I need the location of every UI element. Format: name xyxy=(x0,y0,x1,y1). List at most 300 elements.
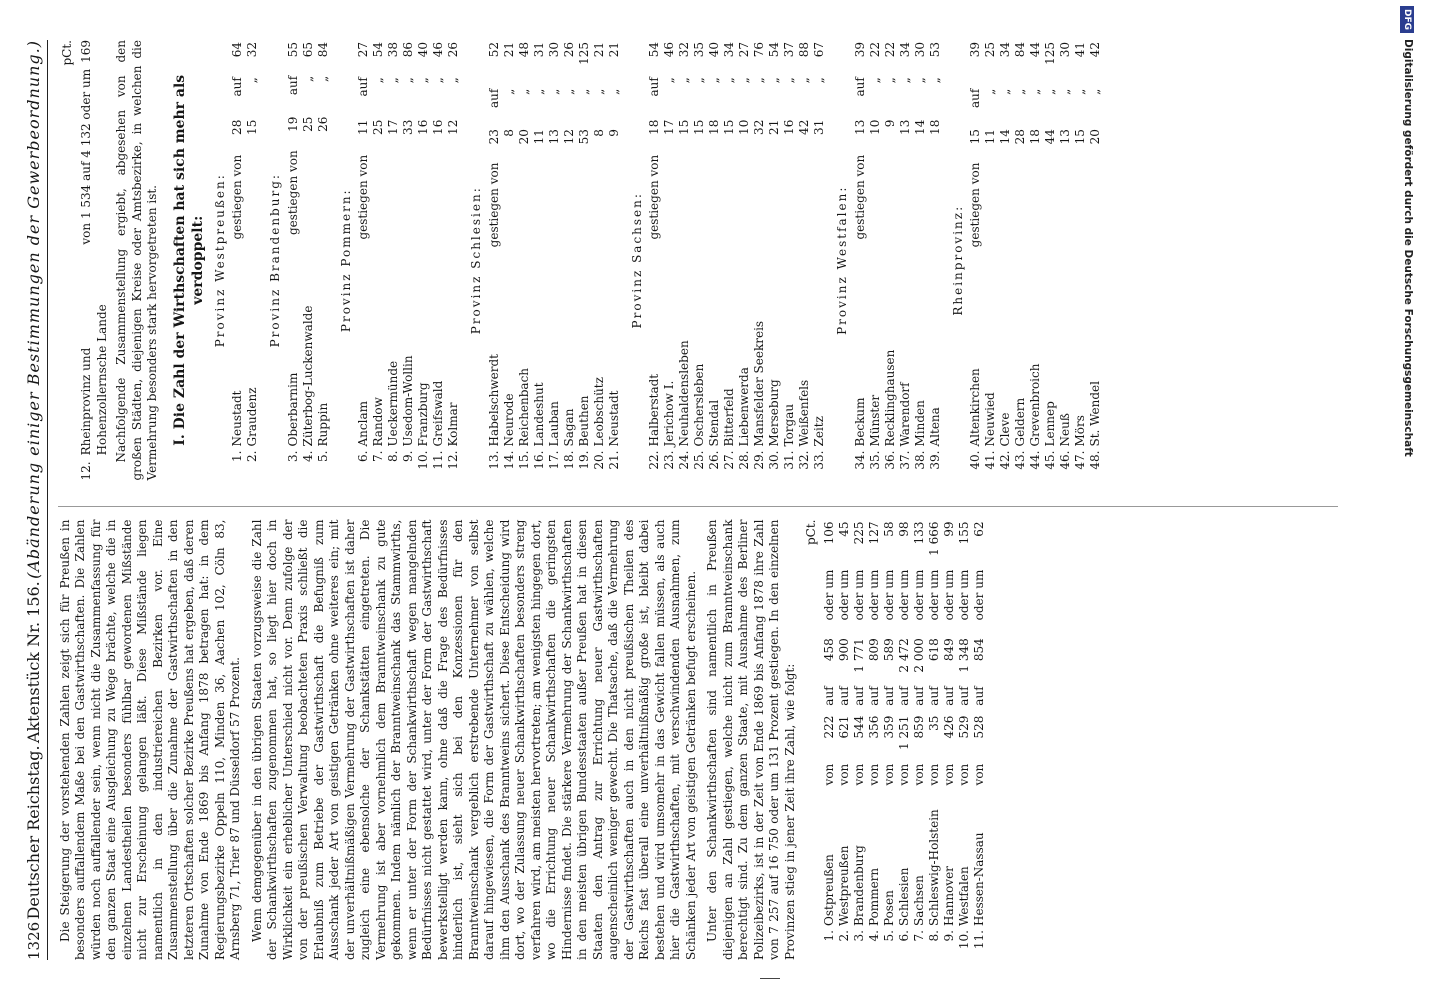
from-value: 359 xyxy=(881,715,896,739)
to-value: 41 xyxy=(1073,42,1087,58)
from-value: 13 xyxy=(1058,129,1072,145)
to-value: 26 xyxy=(561,42,576,58)
from-value: 20 xyxy=(1088,129,1102,145)
district-name: Neuß xyxy=(1058,413,1072,447)
province-heading: Provinz Pommern: xyxy=(338,188,353,333)
table-row xyxy=(562,40,577,481)
from-value: 16 xyxy=(782,119,796,135)
to-label: „ xyxy=(692,77,706,84)
from-value: 20 xyxy=(516,129,531,145)
paragraph-1: Die Steigerung der vorstehenden Zahlen zeigt sich für Preußen in besonders auffallendem Maße bei den Gastwirthschaften. Die Zahlen würden noch auffallender sein, wenn nicht die Zusammenfassung für den ganzen Staat eine Ausgleichung zu Wege brächte, welche die in einzelnen Landestheilen besonders fühlbar gewordenen Mißstände nicht zur Erscheinung gelangen läßt. Diese Mißstände liegen namentlich in den industriereichen Bezirken vor. Eine Zusammenstellung über die Zunahme der Gastwirthschaften in den letzteren Ortschaften solcher Bezirke Preußens hat ergeben, daß deren Zunahme von Ende 1869 bis Anfang 1878 betragen hat: in dem Regierungsbezirke Oppeln 110, Minden 36, Aachen 102, Cöln 83, Arnsberg 71, Trier 87 und Düsseldorf 57 Prozent. xyxy=(57,519,242,960)
from-value: 31 xyxy=(812,119,826,135)
row-number: 24. xyxy=(677,450,691,470)
row-number: 1. xyxy=(821,930,836,942)
to-label: „ xyxy=(722,77,736,84)
to-label: „ xyxy=(897,77,912,84)
row-number: 45. xyxy=(1043,450,1057,470)
from-value: 8 xyxy=(501,129,516,137)
province-name: Brandenburg xyxy=(851,845,866,926)
increase-label: oder um xyxy=(881,569,896,621)
table-row xyxy=(692,40,707,481)
to-value: 55 xyxy=(285,42,300,58)
publication-title: Deutscher Reichstag. xyxy=(24,745,43,920)
digitization-text: Digitalisierung gefördert durch die Deutsche Forschungsgemeinschaft xyxy=(1402,39,1414,457)
to-label: „ xyxy=(867,77,882,84)
from-value: 15 xyxy=(245,119,259,135)
increase-label: oder um xyxy=(971,569,986,621)
table-row xyxy=(752,40,767,481)
from-value: 26 xyxy=(315,116,330,132)
rise-label xyxy=(532,161,547,315)
rise-label xyxy=(401,153,416,315)
from-value: 9 xyxy=(606,129,621,137)
from-label: von xyxy=(866,763,881,786)
rise-label xyxy=(998,161,1013,315)
rise-label xyxy=(316,148,331,303)
rise-label xyxy=(737,153,752,315)
increase-label: oder um xyxy=(866,569,881,621)
district-name: Leobschütz xyxy=(591,377,606,447)
province-name: Westfalen xyxy=(956,866,971,926)
row-number: 21. xyxy=(606,450,621,470)
row-number: 31. xyxy=(782,450,796,470)
district-table xyxy=(647,40,827,481)
increase-percent: 133 xyxy=(911,521,926,545)
increase-label: oder um xyxy=(821,569,836,621)
to-label: auf xyxy=(896,686,911,706)
from-value: 544 xyxy=(851,715,866,739)
row-number: 16. xyxy=(531,450,546,470)
to-label: auf xyxy=(486,88,501,108)
to-value: 67 xyxy=(812,42,826,58)
to-label: „ xyxy=(516,88,531,95)
from-value: 18 xyxy=(927,119,942,135)
to-label: „ xyxy=(737,77,751,84)
province-name: Hannover xyxy=(941,866,956,926)
to-value: 854 xyxy=(971,638,986,662)
rise-label: gestiegen von xyxy=(285,150,300,236)
to-label: „ xyxy=(912,77,927,84)
from-value: 17 xyxy=(386,119,400,135)
row-number: 14. xyxy=(501,450,516,470)
row-number: 8. xyxy=(926,930,941,942)
rise-label xyxy=(913,153,928,315)
table-row xyxy=(983,40,998,481)
to-label: auf xyxy=(821,686,836,706)
from-value: 25 xyxy=(371,119,385,135)
row-number: 25. xyxy=(692,450,706,470)
row-number: 23. xyxy=(662,450,676,470)
table-row xyxy=(812,40,827,481)
district-name: Bitterfeld xyxy=(722,388,736,447)
to-value: 30 xyxy=(546,42,561,58)
district-name: Halberstadt xyxy=(647,373,661,447)
rise-label xyxy=(812,153,827,315)
table-row xyxy=(416,40,431,481)
district-name: Altena xyxy=(927,407,942,447)
from-value: 16 xyxy=(416,119,430,135)
district-table xyxy=(356,40,461,481)
to-label: auf xyxy=(851,686,866,706)
from-value: 44 xyxy=(1043,129,1057,145)
table-row xyxy=(371,40,386,481)
province-heading: Rheinprovinz: xyxy=(950,204,965,316)
from-value: 11 xyxy=(356,119,370,135)
table-row xyxy=(913,40,928,481)
table-row xyxy=(912,520,927,961)
row-number: 2. xyxy=(245,450,259,462)
district-table xyxy=(487,40,622,481)
to-value: 39 xyxy=(968,42,982,58)
to-label: „ xyxy=(662,77,676,84)
rise-label xyxy=(883,153,898,315)
row-number: 48. xyxy=(1088,450,1102,470)
province-heading: Provinz Westfalen: xyxy=(835,185,849,335)
rise-label xyxy=(446,153,461,315)
to-value: 900 xyxy=(836,638,851,662)
unit-label-right: pCt. xyxy=(59,40,74,66)
to-label: „ xyxy=(707,77,721,84)
district-name: Geldern xyxy=(1013,397,1027,447)
table-row xyxy=(356,40,371,481)
to-label: „ xyxy=(606,88,621,95)
table-row xyxy=(286,40,301,481)
from-label: von xyxy=(836,763,851,786)
to-value: 44 xyxy=(1028,42,1042,58)
rise-label: gestiegen von xyxy=(852,154,867,240)
line-percent: 169 xyxy=(79,40,93,63)
to-label: „ xyxy=(767,77,781,84)
to-label: „ xyxy=(401,77,415,84)
table-row xyxy=(837,520,852,961)
from-value: 9 xyxy=(882,119,897,128)
table-row xyxy=(301,40,316,481)
table-row xyxy=(737,40,752,481)
to-label: auf xyxy=(852,77,867,97)
to-value: 849 xyxy=(941,638,956,662)
province-table xyxy=(822,520,987,961)
to-value: 618 xyxy=(926,638,941,662)
table-row xyxy=(882,520,897,961)
to-value: 1 348 xyxy=(956,638,971,673)
from-label: von xyxy=(971,763,986,786)
row-number: 15. xyxy=(516,450,531,470)
row-number: 4. xyxy=(866,930,881,942)
table-row xyxy=(431,40,446,481)
table-row xyxy=(797,40,812,481)
district-name: Ruppin xyxy=(315,402,330,447)
from-value: 13 xyxy=(897,119,912,135)
to-value: 40 xyxy=(416,42,430,58)
district-name: Oberbarnim xyxy=(285,372,300,447)
table-row xyxy=(532,40,547,481)
district-table xyxy=(230,40,260,481)
table-row xyxy=(487,40,502,481)
from-label: von xyxy=(851,763,866,786)
district-name: Anclam xyxy=(356,401,370,447)
to-value: 2 472 xyxy=(896,638,911,673)
row-number: 22. xyxy=(647,450,661,470)
to-value: 30 xyxy=(1058,42,1072,58)
to-label: auf xyxy=(230,77,244,97)
to-label: „ xyxy=(386,77,400,84)
rise-label xyxy=(502,161,517,315)
row-number: 43. xyxy=(1013,450,1027,470)
from-value: 15 xyxy=(692,119,706,135)
rise-label xyxy=(782,153,797,315)
table-row xyxy=(867,520,882,961)
district-name: Landeshut xyxy=(531,382,546,447)
rise-label xyxy=(692,153,707,315)
district-name: Lennep xyxy=(1043,401,1057,447)
to-value: 21 xyxy=(501,42,516,58)
district-name: Grevenbroich xyxy=(1028,363,1042,447)
district-name: Weißenfels xyxy=(797,379,811,447)
table-row xyxy=(998,40,1013,481)
to-label: „ xyxy=(782,77,796,84)
increase-label: oder um xyxy=(836,569,851,621)
to-value: 86 xyxy=(401,42,415,58)
row-number: 11. xyxy=(431,450,445,470)
increase-label: oder um xyxy=(956,569,971,621)
to-value: 42 xyxy=(1088,42,1102,58)
to-label: „ xyxy=(591,88,606,95)
page-number: 1326 xyxy=(25,921,43,960)
from-value: 19 xyxy=(285,116,300,132)
rise-label: gestiegen von xyxy=(230,154,244,240)
table-row xyxy=(942,520,957,961)
table-row xyxy=(662,40,677,481)
table-row xyxy=(577,40,592,481)
from-label: von xyxy=(926,763,941,786)
to-label: auf xyxy=(285,75,300,96)
from-value: 10 xyxy=(737,119,751,135)
to-value: 25 xyxy=(983,42,997,58)
district-name: Warendorf xyxy=(897,382,912,447)
from-value: 15 xyxy=(968,129,982,145)
page-header xyxy=(26,40,48,960)
to-value: 48 xyxy=(516,42,531,58)
dfg-logo: DFG xyxy=(1400,6,1414,33)
to-label: auf xyxy=(926,686,941,706)
from-value: 11 xyxy=(531,129,546,145)
table-row xyxy=(647,40,662,481)
district-name: Neustadt xyxy=(606,390,621,447)
province-name: Sachsen xyxy=(911,875,926,926)
row-number: 26. xyxy=(707,450,721,470)
from-value: 859 xyxy=(911,715,926,739)
to-value: 34 xyxy=(998,42,1012,58)
province-heading: Provinz Westpreußen: xyxy=(212,173,227,348)
to-label: „ xyxy=(431,77,445,84)
province-name: Schleswig-Holstein xyxy=(926,809,941,926)
from-value: 18 xyxy=(707,119,721,135)
table-row xyxy=(446,40,461,481)
district-list xyxy=(213,40,1104,481)
rise-label xyxy=(562,161,577,315)
from-value: 529 xyxy=(956,715,971,739)
row-number: 44. xyxy=(1028,450,1042,470)
to-value: 54 xyxy=(371,42,385,58)
table-row xyxy=(230,40,245,481)
row-number: 11. xyxy=(971,930,986,950)
to-value: 76 xyxy=(752,42,766,58)
table-row xyxy=(868,40,883,481)
to-label: „ xyxy=(1013,88,1027,95)
rise-label xyxy=(1073,161,1088,315)
rise-label xyxy=(662,153,677,315)
province-name: Pommern xyxy=(866,867,881,926)
to-value: 27 xyxy=(737,42,751,58)
to-value: 22 xyxy=(867,42,882,58)
to-label: auf xyxy=(836,686,851,706)
rise-label xyxy=(245,153,260,315)
row-number: 17. xyxy=(546,450,561,470)
table-row xyxy=(245,40,260,481)
unit-label: pCt. xyxy=(804,519,818,545)
district-name: Neurode xyxy=(501,393,516,447)
district-name: Liebenwerda xyxy=(737,367,751,447)
row-number: 13. xyxy=(486,450,501,470)
province-name: Hessen-Nassau xyxy=(971,832,986,926)
rise-label xyxy=(722,153,737,315)
table-row xyxy=(547,40,562,481)
from-value: 13 xyxy=(852,119,867,135)
to-label: „ xyxy=(1088,88,1102,95)
row-number: 42. xyxy=(998,450,1012,470)
rise-label xyxy=(301,148,316,303)
row-number: 5. xyxy=(315,450,330,462)
to-label: auf xyxy=(647,77,661,97)
line-name: Rheinprovinz und Hohenzollernsche Lande xyxy=(79,304,109,456)
to-label: „ xyxy=(501,88,516,95)
from-value: 12 xyxy=(561,129,576,145)
district-name: Zeitz xyxy=(812,416,826,447)
right-column xyxy=(58,40,1338,481)
district-name: Recklinghausen xyxy=(882,349,897,447)
from-value: 25 xyxy=(300,116,315,132)
row-number: 39. xyxy=(927,450,942,470)
row-number: 6. xyxy=(356,450,370,462)
row-number: 46. xyxy=(1058,450,1072,470)
table-row xyxy=(502,40,517,481)
to-label: „ xyxy=(797,77,811,84)
district-name: Mörs xyxy=(1073,415,1087,447)
district-name: Beuthen xyxy=(576,395,591,447)
from-value: 14 xyxy=(912,119,927,135)
district-name: Oschersleben xyxy=(692,363,706,447)
paragraph-3: Unter den Schankwirthschaften sind namentlich in Preußen diejenigen an Zahl gestiegen, welche nicht zum Branntweinschank berechtigt sind. Zu dem ganzen Staate, mit Ausnahme des Berliner Polizeibezirks, ist in der Zeit von Ende 1869 bis Anfang 1878 ihre Zahl von 7 257 auf 16 750 oder um 131 Prozent gestiegen. In den einzelnen Provinzen stieg in jener Zeit ihre Zahl, wie folgt: xyxy=(705,519,797,960)
row-number: 1. xyxy=(230,450,244,462)
from-value: 12 xyxy=(446,119,460,135)
table-row xyxy=(517,40,532,481)
from-value: 18 xyxy=(1028,129,1042,145)
table-row xyxy=(1028,40,1043,481)
district-name: Münster xyxy=(867,394,882,447)
row-number: 34. xyxy=(852,450,867,470)
row-number: 32. xyxy=(797,450,811,470)
district-name: Beckum xyxy=(852,397,867,447)
rise-label xyxy=(898,153,913,315)
from-value: 32 xyxy=(752,119,766,135)
table-row xyxy=(957,520,972,961)
row-number: 47. xyxy=(1073,450,1087,470)
table-row xyxy=(767,40,782,481)
to-value: 54 xyxy=(767,42,781,58)
row-number: 4. xyxy=(300,450,315,462)
from-value: 13 xyxy=(546,129,561,145)
from-value: 11 xyxy=(983,129,997,145)
left-column xyxy=(58,507,1338,961)
rise-label xyxy=(1028,161,1043,315)
from-value: 28 xyxy=(1013,129,1027,145)
increase-percent: 45 xyxy=(836,521,851,537)
to-value: 32 xyxy=(245,42,259,58)
table-row xyxy=(1058,40,1073,481)
increase-label: oder um xyxy=(941,569,956,621)
rise-label: gestiegen von xyxy=(486,162,501,248)
to-value: 27 xyxy=(356,42,370,58)
rise-label xyxy=(1088,161,1103,315)
row-number: 3. xyxy=(851,930,866,942)
increase-label: oder um xyxy=(896,569,911,621)
from-value: 21 xyxy=(767,119,781,135)
from-value: 528 xyxy=(971,715,986,739)
rise-label xyxy=(677,153,692,315)
row-number: 10. xyxy=(416,450,430,470)
to-label: „ xyxy=(315,75,330,82)
increase-percent: 98 xyxy=(896,521,911,537)
row-number: 9. xyxy=(401,450,415,462)
increase-percent: 225 xyxy=(851,521,866,545)
to-value: 21 xyxy=(591,42,606,58)
row-number: 2. xyxy=(836,930,851,942)
to-value: 37 xyxy=(782,42,796,58)
rise-label xyxy=(868,153,883,315)
from-value: 426 xyxy=(941,715,956,739)
to-value: 46 xyxy=(431,42,445,58)
row-number: 7. xyxy=(911,930,926,942)
to-value: 26 xyxy=(446,42,460,58)
table-row xyxy=(883,40,898,481)
rise-label xyxy=(416,153,431,315)
province-name: Westpreußen xyxy=(836,845,851,926)
increase-percent: 127 xyxy=(866,521,881,545)
from-value: 17 xyxy=(662,119,676,135)
row-number: 41. xyxy=(983,450,997,470)
from-value: 16 xyxy=(431,119,445,135)
table-row xyxy=(822,520,837,961)
to-label: auf xyxy=(968,88,982,108)
to-label: „ xyxy=(1043,88,1057,95)
from-label: von xyxy=(881,763,896,786)
row-number: 33. xyxy=(812,450,826,470)
to-label: „ xyxy=(300,75,315,82)
table-row xyxy=(927,520,942,961)
increase-percent: 106 xyxy=(821,521,836,545)
district-name: Greifswald xyxy=(431,380,445,447)
row-number: 8. xyxy=(386,450,400,462)
increase-label: oder um xyxy=(926,569,941,621)
to-value: 46 xyxy=(662,42,676,58)
to-value: 30 xyxy=(912,42,927,58)
increase-percent: 155 xyxy=(956,521,971,545)
district-table xyxy=(853,40,943,481)
to-label: auf xyxy=(941,686,956,706)
table-row xyxy=(898,40,913,481)
district-name: Stendal xyxy=(707,399,721,447)
section-title: I. Die Zahl der Wirthschaften hat sich mehr als verdoppelt: xyxy=(171,74,206,446)
